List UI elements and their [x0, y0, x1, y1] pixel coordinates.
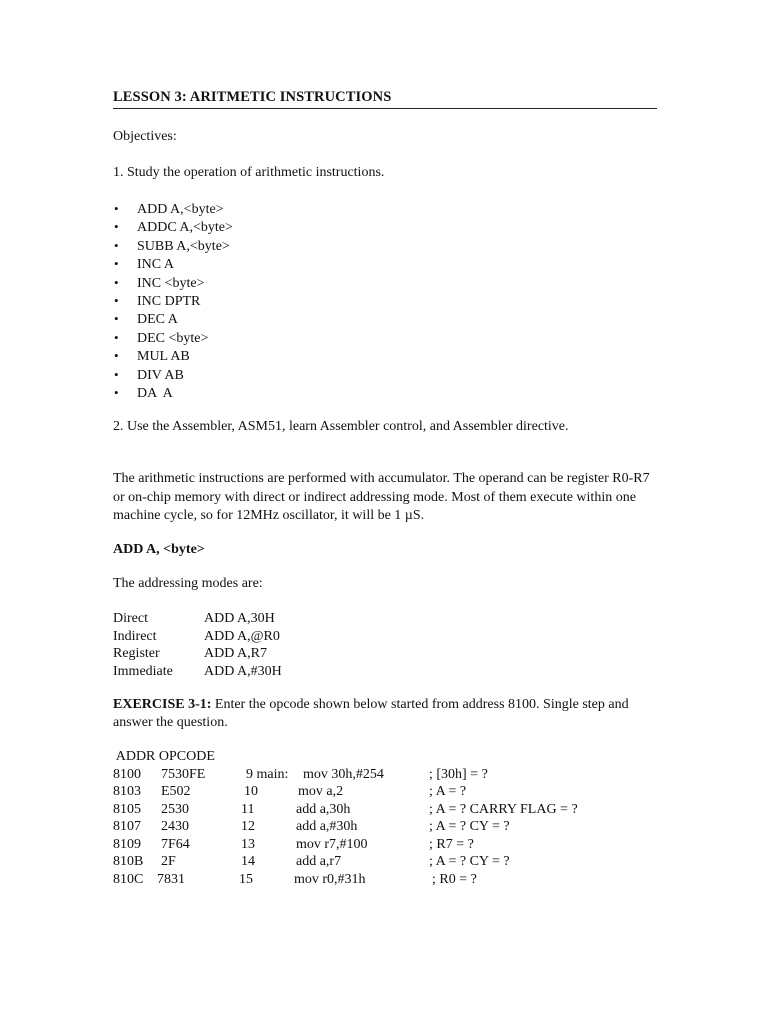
list-item: [113, 237, 233, 255]
table-row: [113, 628, 282, 646]
mode-example: ADD A,30H: [204, 611, 275, 626]
title-underline: [113, 108, 657, 109]
exercise-label: EXERCISE 3-1:: [113, 697, 212, 712]
bullet-icon: •: [114, 311, 119, 327]
instruction-text: SUBB A,<byte>: [137, 238, 230, 254]
code-instruction: mov r0,#31h: [294, 871, 366, 887]
code-opcode: 7530FE: [161, 766, 206, 782]
code-addr: 810C: [113, 871, 144, 887]
mode-name: Immediate: [113, 663, 173, 679]
bullet-icon: •: [114, 292, 119, 308]
code-instruction: mov r7,#100: [296, 836, 368, 852]
code-instruction: mov 30h,#254: [303, 766, 384, 782]
exercise-3-1: [113, 696, 658, 732]
bullet-icon: •: [114, 348, 119, 364]
table-row: [113, 818, 673, 836]
lesson-title: LESSON 3: ARITMETIC INSTRUCTIONS: [113, 89, 392, 105]
objective-2: 2. Use the Assembler, ASM51, learn Assembler control, and Assembler directive.: [113, 419, 569, 434]
list-item: [113, 255, 233, 273]
instruction-text: INC A: [137, 257, 174, 273]
code-line-number: 14: [241, 854, 255, 869]
code-header: [113, 748, 673, 766]
code-comment: ; A = ? CARRY FLAG = ?: [429, 801, 578, 817]
list-item: [113, 292, 233, 310]
code-instruction: add a,#30h: [296, 819, 358, 834]
code-line-number: 9 main:: [246, 766, 289, 782]
table-row: [113, 871, 673, 889]
instruction-text: DIV AB: [137, 367, 184, 383]
table-row: [113, 853, 673, 871]
bullet-icon: •: [114, 274, 119, 290]
instruction-text: ADD A,<byte>: [137, 202, 224, 217]
mode-name: Register: [113, 646, 160, 661]
table-row: [113, 610, 282, 628]
code-line-number: 10: [244, 784, 258, 799]
intro-paragraph: The arithmetic instructions are performed with accumulator. The operand can be register R0-R7 or on-chip memory with direct or indirect addressing mode. Most of them execute within one machine cycle, so for 12MHz oscillator, it will be 1 µS.: [113, 471, 650, 523]
instruction-text: DEC <byte>: [137, 330, 209, 346]
code-opcode: 7831: [157, 871, 185, 887]
table-row: [113, 836, 673, 854]
instruction-text: INC DPTR: [137, 293, 201, 309]
table-row: [113, 801, 673, 819]
list-item: [113, 347, 233, 365]
code-instruction: add a,r7: [296, 854, 342, 869]
code-opcode: 2530: [161, 801, 189, 817]
list-item: [113, 329, 233, 347]
list-item: [113, 384, 233, 402]
mode-example: ADD A,#30H: [204, 663, 282, 679]
table-row: [113, 663, 282, 681]
list-item: [113, 200, 233, 218]
list-item: [113, 274, 233, 292]
exercise-text: Enter the opcode shown below started from address 8100. Single step and answer the question.: [113, 697, 629, 730]
code-instruction: add a,30h: [296, 801, 351, 817]
addressing-modes-table: [113, 610, 282, 680]
list-item: [113, 218, 233, 236]
code-addr: 8100: [113, 766, 141, 782]
code-opcode: 7F64: [161, 836, 190, 852]
code-comment: ; R7 = ?: [429, 836, 474, 852]
table-row: [113, 766, 673, 784]
mode-example: ADD A,R7: [204, 646, 268, 661]
objectives-label: Objectives:: [113, 129, 177, 144]
section-heading: ADD A, <byte>: [113, 542, 205, 557]
code-header-text: ADDR OPCODE: [113, 749, 215, 764]
objective-1: 1. Study the operation of arithmetic instructions.: [113, 165, 385, 180]
code-comment: ; R0 = ?: [432, 871, 477, 887]
code-comment: ; A = ? CY = ?: [429, 819, 510, 834]
mode-name: Indirect: [113, 628, 157, 644]
bullet-icon: •: [114, 256, 119, 272]
instruction-text: DEC A: [137, 312, 178, 328]
table-row: [113, 645, 282, 663]
code-addr: 8107: [113, 819, 141, 834]
mode-name: Direct: [113, 611, 148, 626]
bullet-icon: •: [114, 219, 119, 235]
code-opcode: E502: [161, 784, 191, 799]
code-addr: 8109: [113, 836, 141, 852]
code-opcode: 2F: [161, 854, 176, 869]
instruction-text: ADDC A,<byte>: [137, 220, 233, 236]
code-line-number: 13: [241, 836, 255, 852]
bullet-icon: •: [114, 366, 119, 382]
code-opcode: 2430: [161, 819, 189, 834]
table-row: [113, 783, 673, 801]
code-comment: ; A = ?: [429, 784, 467, 799]
code-line-number: 11: [241, 801, 255, 817]
code-comment: ; [30h] = ?: [429, 766, 488, 782]
code-line-number: 12: [241, 819, 255, 834]
code-addr: 810B: [113, 854, 144, 869]
instruction-text: MUL AB: [137, 349, 190, 365]
instruction-text: DA A: [137, 385, 173, 401]
code-comment: ; A = ? CY = ?: [429, 854, 510, 869]
instruction-list: [113, 200, 233, 402]
code-addr: 8105: [113, 801, 141, 817]
code-line-number: 15: [239, 871, 253, 887]
list-item: [113, 366, 233, 384]
mode-example: ADD A,@R0: [204, 628, 280, 644]
bullet-icon: •: [114, 201, 119, 216]
bullet-icon: •: [114, 329, 119, 345]
list-item: [113, 310, 233, 328]
bullet-icon: •: [114, 384, 119, 400]
bullet-icon: •: [114, 237, 119, 253]
code-addr: 8103: [113, 784, 141, 799]
instruction-text: INC <byte>: [137, 275, 205, 291]
addressing-intro: The addressing modes are:: [113, 576, 263, 591]
code-listing: [113, 748, 673, 888]
code-instruction: mov a,2: [298, 784, 344, 799]
